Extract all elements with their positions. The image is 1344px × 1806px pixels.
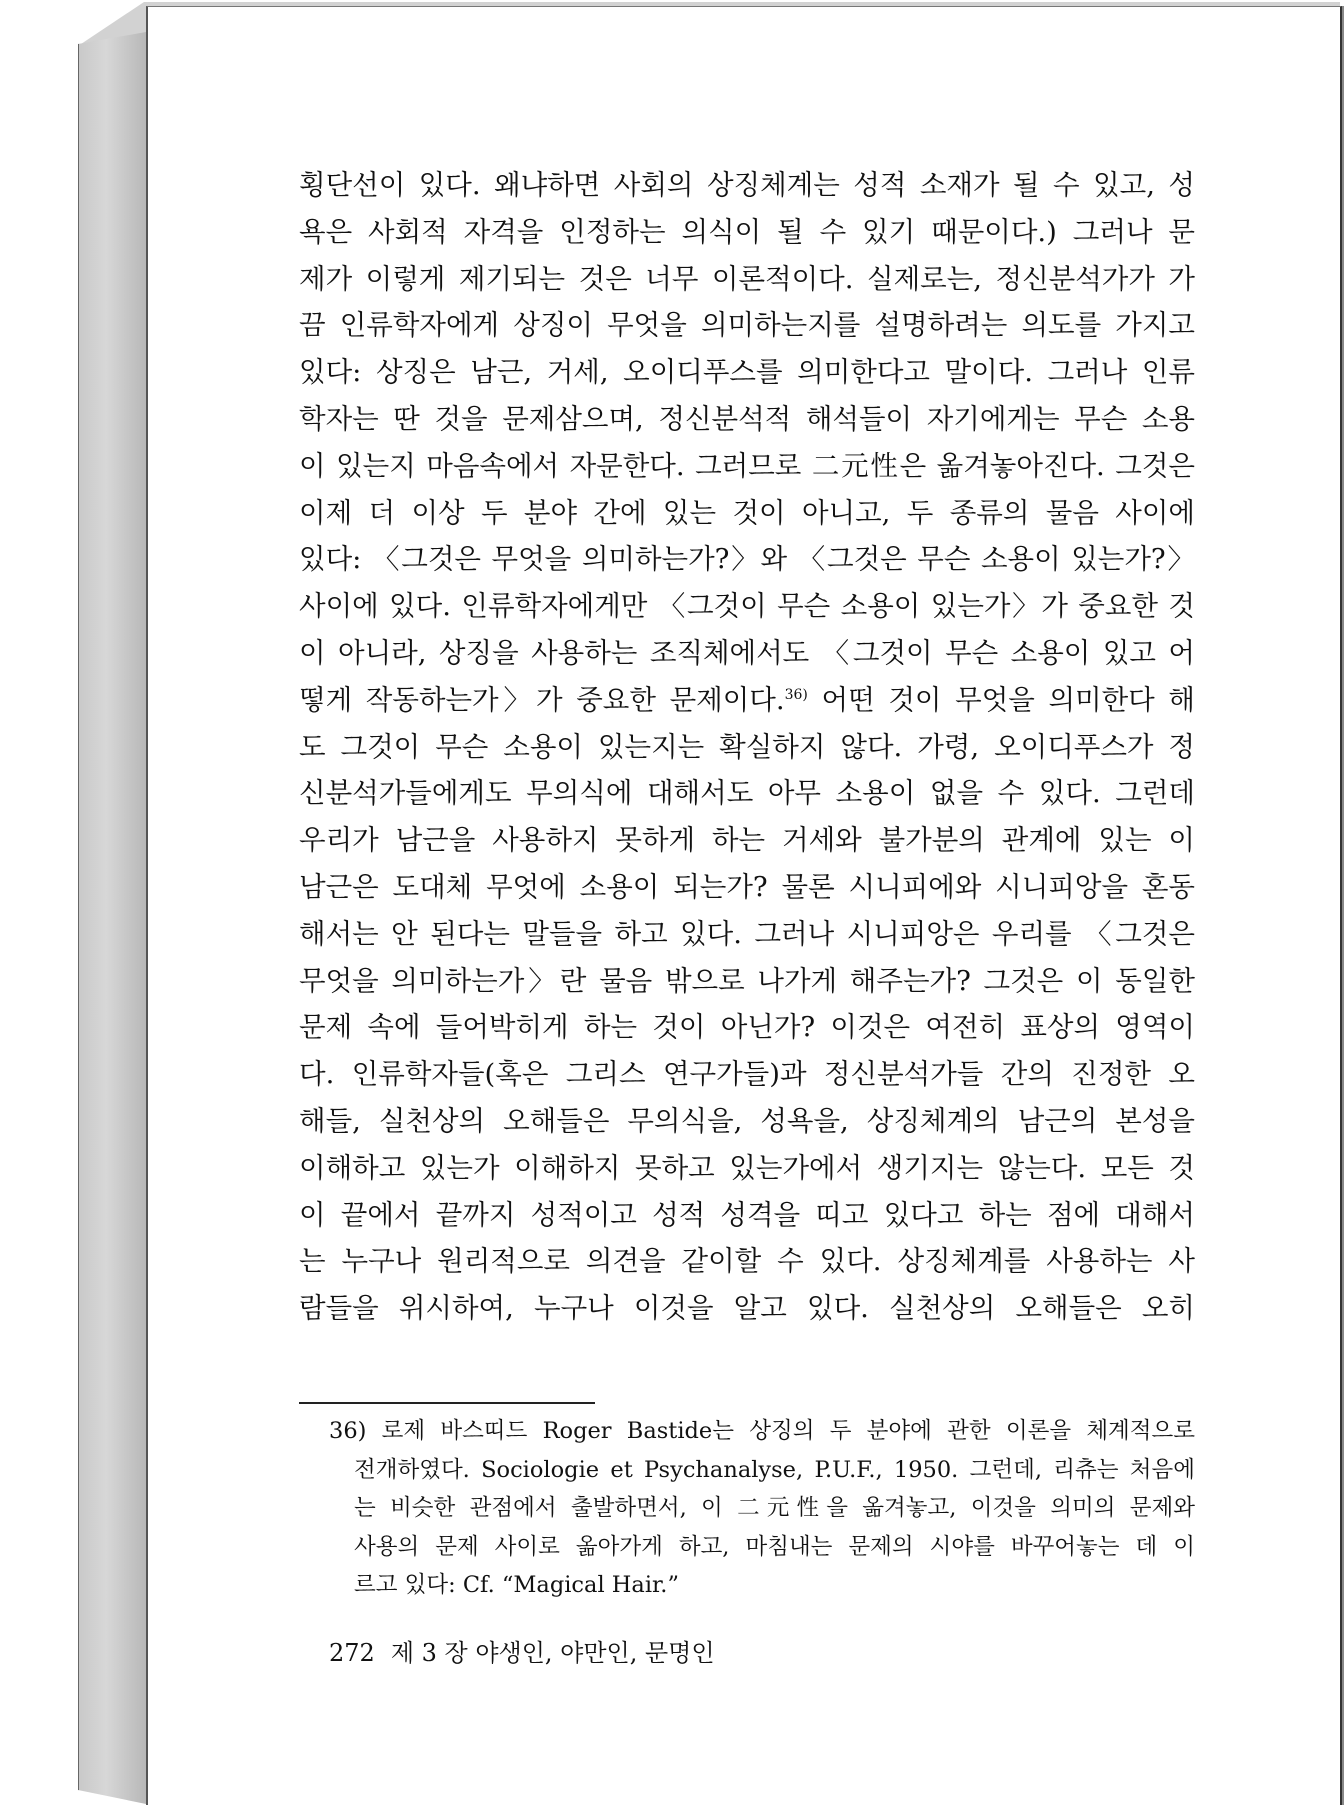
- body-line: 이 아니라, 상징을 사용하는 조직체에서도 〈그것이 무슨 소용이 있고 어: [299, 636, 1195, 669]
- body-line: 끔 인류학자에게 상징이 무엇을 의미하는지를 설명하려는 의도를 가지고: [299, 309, 1195, 342]
- page-number: 272: [329, 1639, 375, 1667]
- footnote-line: 르고 있다: Cf. “Magical Hair.”: [354, 1572, 679, 1598]
- body-text: [299, 162, 1195, 1332]
- footnote-reference: 36): [784, 686, 808, 703]
- footnote-line: 는 비슷한 관점에서 출발하면서, 이 二元性을 옮겨놓고, 이것을 의미의 문제와: [354, 1495, 1195, 1521]
- body-line: 는 누구나 원리적으로 의견을 같이할 수 있다. 상징체계를 사용하는 사: [299, 1245, 1195, 1278]
- chapter-title: 제 3 장 야생인, 야만인, 문명인: [390, 1639, 715, 1667]
- body-line: 제가 이렇게 제기되는 것은 너무 이론적이다. 실제로는, 정신분석가가 가: [299, 262, 1195, 295]
- body-line: 해서는 안 된다는 말들을 하고 있다. 그러나 시니피앙은 우리를 〈그것은: [299, 917, 1195, 950]
- body-line: 해들, 실천상의 오해들은 무의식을, 성욕을, 상징체계의 남근의 본성을: [299, 1104, 1195, 1137]
- body-line: 다. 인류학자들(혹은 그리스 연구가들)과 정신분석가들 간의 진정한 오: [299, 1058, 1195, 1091]
- body-line: 욕은 사회적 자격을 인정하는 의식이 될 수 있기 때문이다.) 그러나 문: [299, 215, 1195, 248]
- body-line: 남근은 도대체 무엇에 소용이 되는가? 물론 시니피에와 시니피앙을 혼동: [299, 870, 1195, 903]
- body-line-tail: 어떤 것이 무엇을 의미한다 해: [807, 683, 1195, 716]
- body-line: 무엇을 의미하는가〉란 물음 밖으로 나가게 해주는가? 그것은 이 동일한: [299, 964, 1195, 997]
- footnote-line: 사용의 문제 사이로 옮아가게 하고, 마침내는 문제의 시야를 바꾸어놓는 데 이: [354, 1533, 1195, 1560]
- body-line: 횡단선이 있다. 왜냐하면 사회의 상징체계는 성적 소재가 될 수 있고, 성: [299, 169, 1195, 201]
- body-line: 문제 속에 들어박히게 하는 것이 아닌가? 이것은 여전히 표상의 영역이: [299, 1011, 1195, 1044]
- body-line: 있다: 상징은 남근, 거세, 오이디푸스를 의미한다고 말이다. 그러나 인류: [299, 356, 1195, 389]
- body-line: 이해하고 있는가 이해하지 못하고 있는가에서 생기지는 않는다. 모든 것: [299, 1151, 1195, 1184]
- body-line: 이 끝에서 끝까지 성적이고 성적 성격을 띠고 있다고 하는 점에 대해서: [299, 1198, 1195, 1231]
- body-line-head: 떻게 작동하는가〉가 중요한 문제이다.: [299, 683, 785, 716]
- footnote-line: 36) 로제 바스띠드 Roger Bastide는 상징의 두 분야에 관한 이론을 체계적으로: [329, 1418, 1195, 1444]
- footnote-divider: [299, 1402, 595, 1404]
- body-line: 이 있는지 마음속에서 자문한다. 그러므로 二元性은 옮겨놓아진다. 그것은: [299, 449, 1195, 482]
- footnote-line: 전개하였다. Sociologie et Psychanalyse, P.U.F., 1950. 그런데, 리츄는 처음에: [354, 1456, 1195, 1483]
- body-line: 우리가 남근을 사용하지 못하게 하는 거세와 불가분의 관계에 있는 이: [299, 824, 1195, 857]
- body-line: 도 그것이 무슨 소용이 있는지는 확실하지 않다. 가령, 오이디푸스가 정: [299, 730, 1195, 763]
- body-line: 이제 더 이상 두 분야 간에 있는 것이 아니고, 두 종류의 물음 사이에: [299, 496, 1195, 529]
- body-line: 있다: 〈그것은 무엇을 의미하는가?〉와 〈그것은 무슨 소용이 있는가?〉: [299, 543, 1195, 576]
- body-line-with-footnote-ref: [299, 677, 1195, 724]
- body-line: 사이에 있다. 인류학자에게만 〈그것이 무슨 소용이 있는가〉가 중요한 것: [299, 590, 1195, 623]
- page-footer: [329, 1636, 731, 1670]
- book-side-edge: [78, 32, 147, 1804]
- footnote: [329, 1412, 1195, 1605]
- body-line: 학자는 딴 것을 문제삼으며, 정신분석적 해석들이 자기에게는 무슨 소용: [299, 402, 1195, 435]
- body-line: 신분석가들에게도 무의식에 대해서도 아무 소용이 없을 수 있다. 그런데: [299, 777, 1195, 810]
- body-line: 람들을 위시하여, 누구나 이것을 알고 있다. 실천상의 오해들은 오히: [299, 1292, 1195, 1325]
